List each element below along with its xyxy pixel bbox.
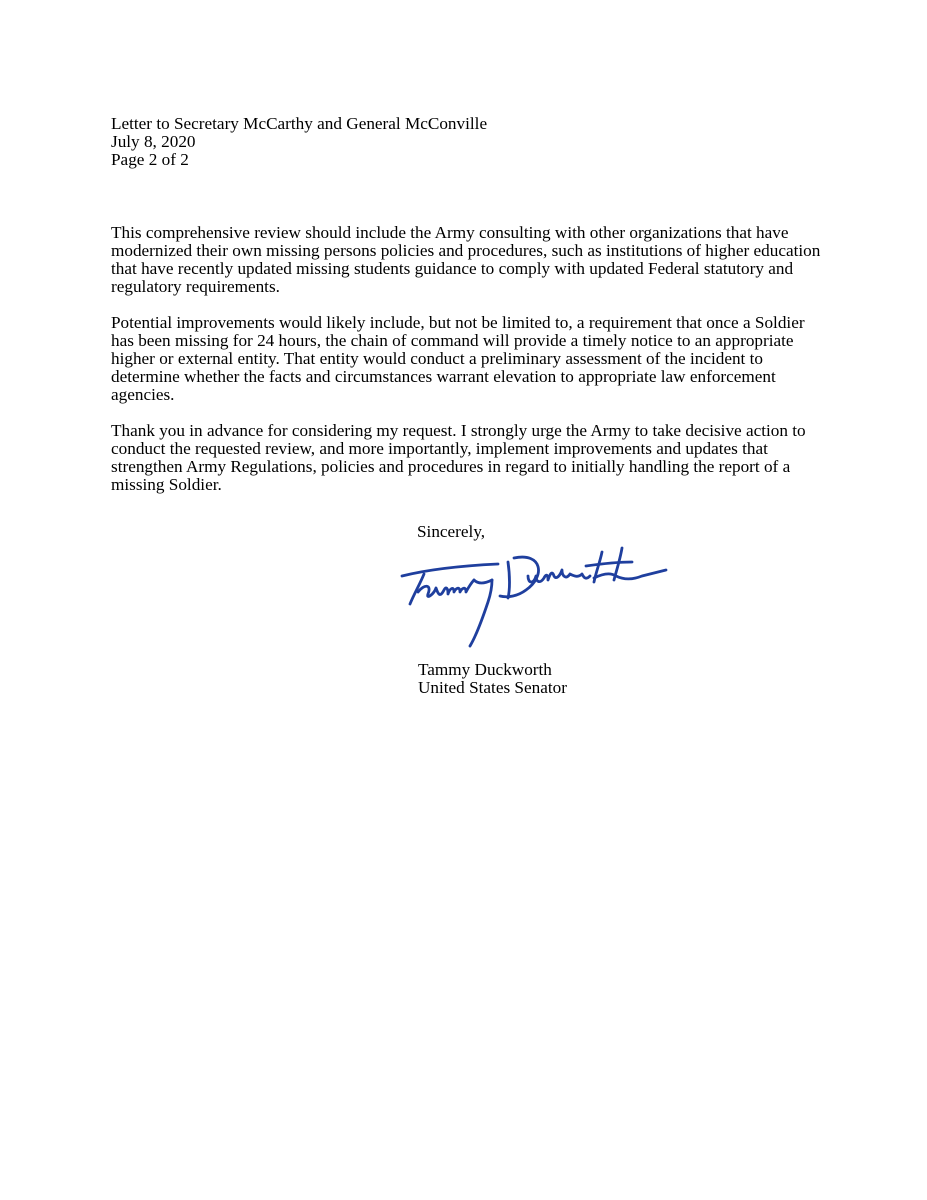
letter-body [111,224,823,512]
recipient-line: Letter to Secretary McCarthy and General McConville [111,114,488,133]
letter-date: July 8, 2020 [111,132,196,151]
signer-name: Tammy Duckworth [418,660,552,679]
signer-title: United States Senator [418,678,567,697]
body-paragraph: Thank you in advance for considering my request. I strongly urge the Army to take decisive action to conduct the requested review, and more importantly, implement improvements and updates that strengthen Army Regulations, policies and procedures in regard to initially handling the report of a missing Soldier. [111,421,806,494]
page-indicator: Page 2 of 2 [111,150,189,169]
letter-header [111,115,487,169]
signature-block [418,661,567,697]
body-paragraph: This comprehensive review should include the Army consulting with other organizations that have modernized their own missing persons policies and procedures, such as institutions of higher education that have recently updated missing students guidance to comply with updated Federal statutory and regulatory requirements. [111,223,821,296]
closing-salutation: Sincerely, [417,522,486,541]
body-paragraph: Potential improvements would likely include, but not be limited to, a requirement that once a Soldier has been missing for 24 hours, the chain of command will provide a timely notice to an appropriate higher or external entity. That entity would conduct a preliminary assessment of the incident to determine whether the facts and circumstances warrant elevation to appropriate law enforcement agencies. [111,313,805,404]
handwritten-signature [396,546,676,654]
